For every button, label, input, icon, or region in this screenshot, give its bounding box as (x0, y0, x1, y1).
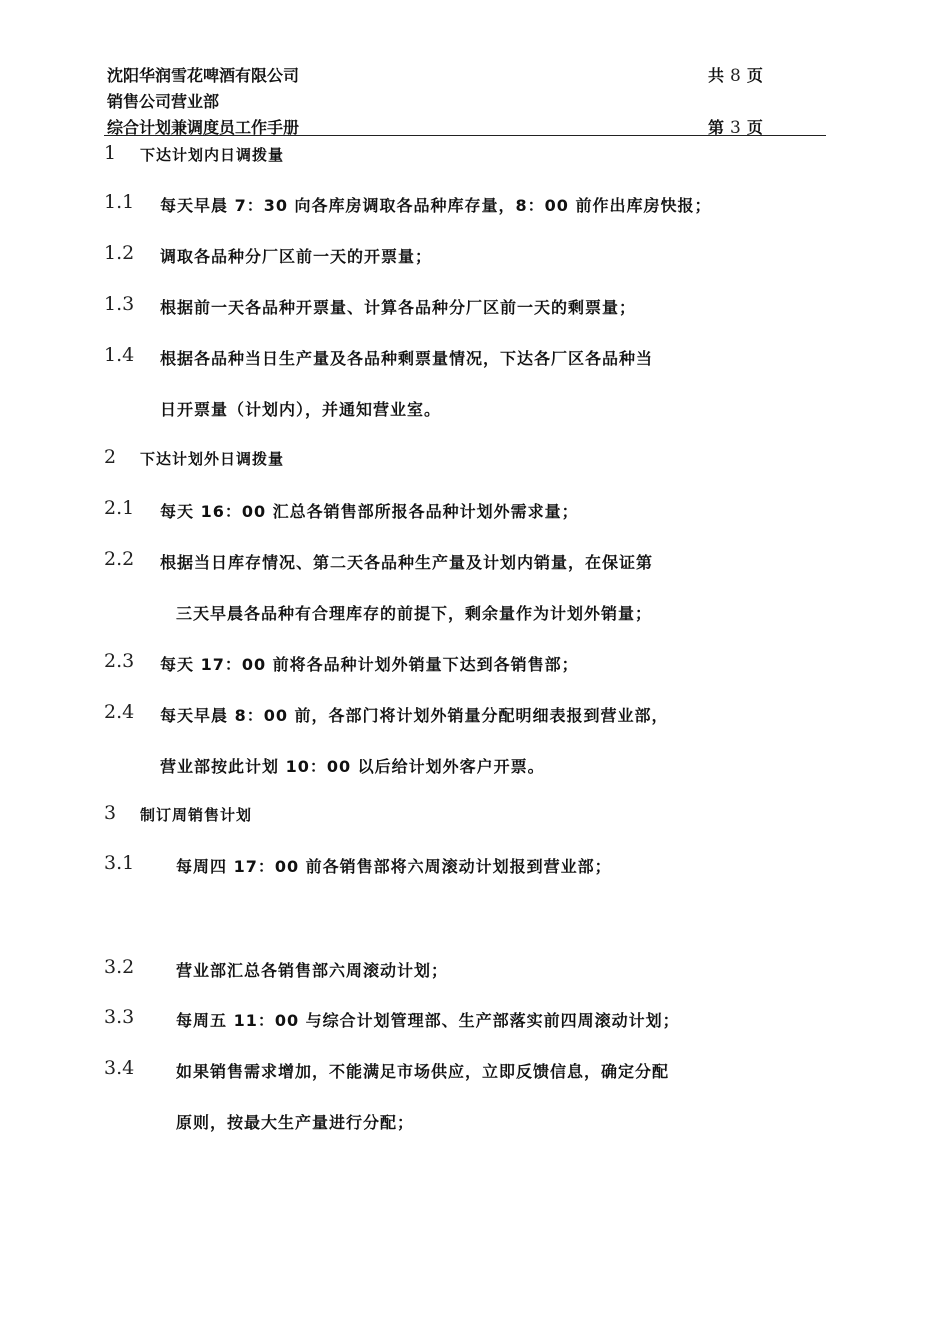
item-text: 原则，按最大生产量进行分配； (176, 1113, 415, 1132)
section-title: 制订周销售计划 (140, 806, 253, 824)
item-number: 3.3 (104, 1006, 135, 1028)
department-name: 销售公司营业部 (107, 92, 220, 111)
item-number: 2.1 (104, 497, 135, 519)
item-text: 每周四 17：00 前各销售部将六周滚动计划报到营业部； (176, 857, 612, 876)
total-pages-number: 8 (730, 66, 741, 86)
item-number: 2.3 (104, 650, 135, 672)
section-number: 1 (104, 142, 117, 164)
item-text: 根据当日库存情况、第二天各品种生产量及计划内销量，在保证第 (160, 553, 654, 572)
item-number: 1.1 (104, 191, 135, 213)
total-pages (708, 63, 763, 86)
item-text: 根据前一天各品种开票量、计算各品种分厂区前一天的剩票量； (160, 298, 637, 317)
section-number: 3 (104, 802, 117, 824)
item-text: 每天 17：00 前将各品种计划外销量下达到各销售部； (160, 655, 579, 674)
section-title: 下达计划内日调拨量 (140, 146, 285, 164)
current-page-number: 3 (730, 118, 741, 138)
item-number: 2.4 (104, 701, 135, 723)
item-number: 2.2 (104, 548, 135, 570)
item-text: 日开票量（计划内），并通知营业室。 (160, 400, 442, 419)
item-number: 3.1 (104, 852, 135, 874)
item-text: 如果销售需求增加，不能满足市场供应，立即反馈信息，确定分配 (176, 1062, 670, 1081)
header-divider (104, 135, 826, 136)
item-text: 三天早晨各品种有合理库存的前提下，剩余量作为计划外销量； (176, 604, 653, 623)
item-number: 3.2 (104, 956, 135, 978)
current-page-suffix: 页 (746, 118, 763, 137)
item-text: 营业部汇总各销售部六周滚动计划； (176, 961, 449, 980)
company-name: 沈阳华润雪花啤酒有限公司 (107, 66, 300, 85)
item-number: 1.4 (104, 344, 135, 366)
total-pages-prefix: 共 (708, 66, 725, 85)
manual-title: 综合计划兼调度员工作手册 (107, 118, 300, 137)
total-pages-suffix: 页 (746, 66, 763, 85)
current-page-prefix: 第 (708, 118, 725, 137)
section-number: 2 (104, 446, 117, 468)
item-text: 每天早晨 8：00 前，各部门将计划外销量分配明细表报到营业部， (160, 706, 669, 725)
item-text: 每周五 11：00 与综合计划管理部、生产部落实前四周滚动计划； (176, 1011, 680, 1030)
item-number: 1.2 (104, 242, 135, 264)
item-text: 每天早晨 7：30 向各库房调取各品种库存量，8：00 前作出库房快报； (160, 196, 712, 215)
item-number: 3.4 (104, 1057, 135, 1079)
item-text: 每天 16：00 汇总各销售部所报各品种计划外需求量； (160, 502, 579, 521)
item-text: 调取各品种分厂区前一天的开票量； (160, 247, 433, 266)
item-text: 营业部按此计划 10：00 以后给计划外客户开票。 (160, 757, 545, 776)
section-title: 下达计划外日调拨量 (140, 450, 285, 468)
item-text: 根据各品种当日生产量及各品种剩票量情况，下达各厂区各品种当 (160, 349, 654, 368)
item-number: 1.3 (104, 293, 135, 315)
